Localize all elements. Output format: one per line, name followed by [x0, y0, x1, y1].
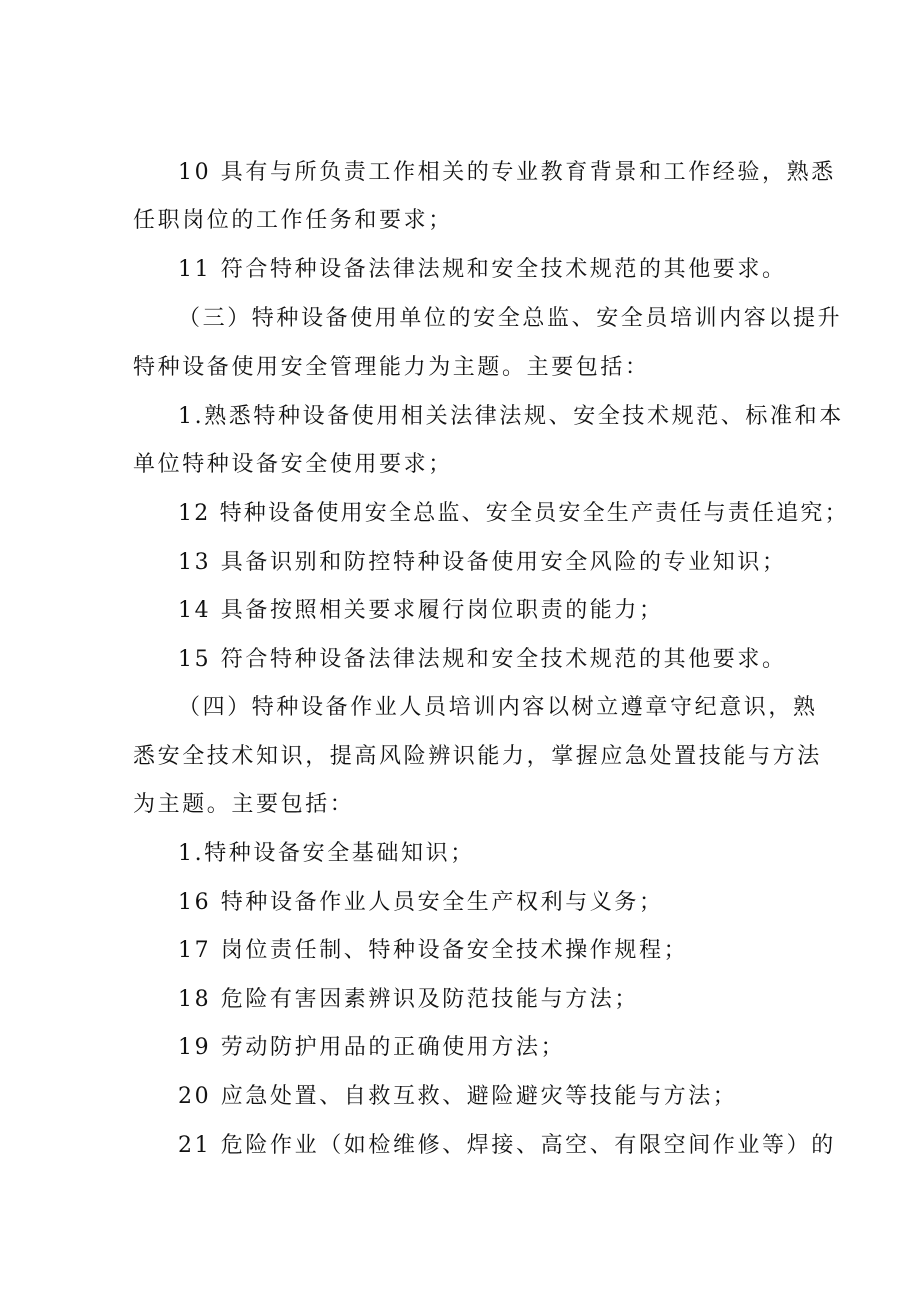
text-line: 1.熟悉特种设备使用相关法律法规、安全技术规范、标准和本	[178, 404, 844, 429]
text-line: 悉安全技术知识，提高风险辨识能力，掌握应急处置技能与方法	[133, 744, 822, 769]
text-line: 12 特种设备使用安全总监、安全员安全生产责任与责任追究；	[178, 501, 849, 526]
text-line: 11 符合特种设备法律法规和安全技术规范的其他要求。	[178, 257, 787, 282]
text-line: 17 岗位责任制、特种设备安全技术操作规程；	[178, 938, 689, 963]
text-line: 21 危险作业（如检维修、焊接、高空、有限空间作业等）的	[178, 1133, 836, 1158]
text-line: 18 危险有害因素辨识及防范技能与方法；	[178, 987, 639, 1012]
text-line: 10 具有与所负责工作相关的专业教育背景和工作经验，熟悉	[178, 160, 836, 185]
text-line: （四）特种设备作业人员培训内容以树立遵章守纪意识，熟	[178, 695, 818, 720]
text-line: 为主题。主要包括：	[133, 792, 355, 817]
text-line: 1.特种设备安全基础知识；	[178, 841, 475, 866]
text-line: 19 劳动防护用品的正确使用方法；	[178, 1035, 566, 1060]
text-line: 单位特种设备安全使用要求；	[133, 452, 453, 477]
text-line: 任职岗位的工作任务和要求；	[133, 208, 453, 233]
text-line: 13 具备识别和防控特种设备使用安全风险的专业知识；	[178, 550, 787, 575]
text-line: 特种设备使用安全管理能力为主题。主要包括：	[133, 355, 650, 380]
text-line: （三）特种设备使用单位的安全总监、安全员培训内容以提升	[178, 306, 843, 331]
text-line: 14 具备按照相关要求履行岗位职责的能力；	[178, 598, 664, 623]
text-line: 16 特种设备作业人员安全生产权利与义务；	[178, 890, 664, 915]
text-line: 15 符合特种设备法律法规和安全技术规范的其他要求。	[178, 647, 787, 672]
text-line: 20 应急处置、自救互救、避险避灾等技能与方法；	[178, 1084, 738, 1109]
